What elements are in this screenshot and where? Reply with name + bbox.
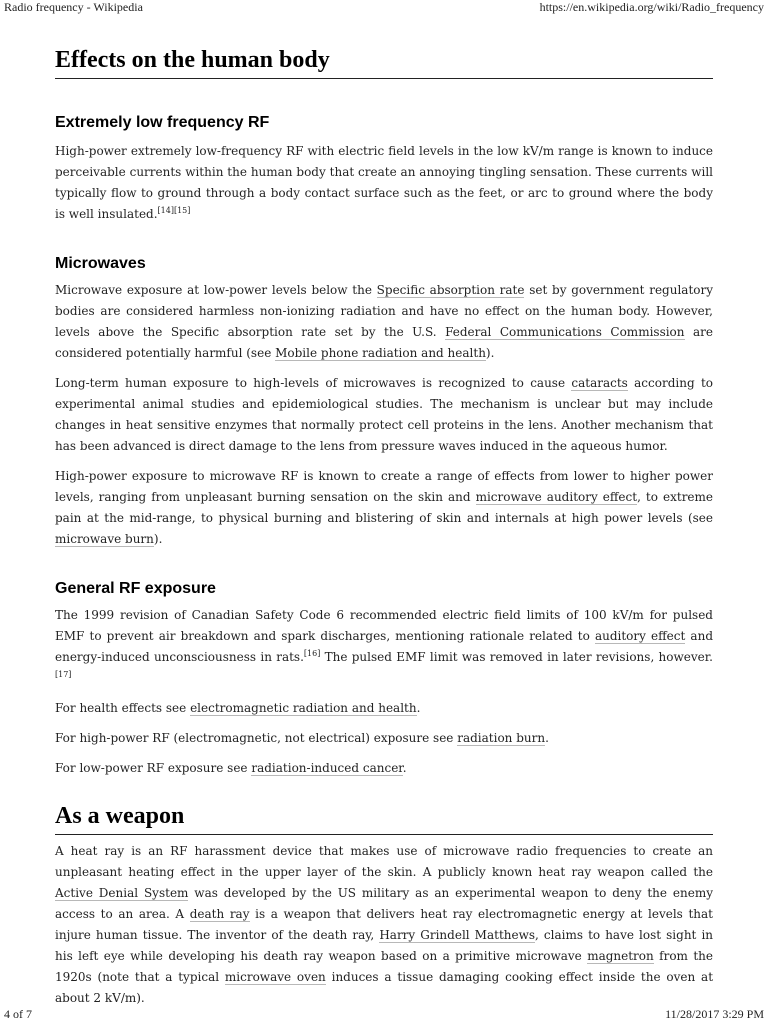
subsection-heading-microwaves: Microwaves xyxy=(55,255,146,272)
article-content xyxy=(55,44,713,1009)
paragraph-general-4 xyxy=(55,758,713,779)
paragraph-elf xyxy=(55,141,713,225)
page-url: https://en.wikipedia.org/wiki/Radio_frequency xyxy=(539,0,764,14)
citation-17[interactable]: [17] xyxy=(55,670,72,679)
link-cataracts[interactable]: cataracts xyxy=(571,376,628,390)
text: set by government regulatory bodies are considered harmless non-ionizing radiation and have no effect on the human body. However, levels above the Specific absorption rate set by the U.S. xyxy=(55,283,714,339)
text: A heat ray is an RF harassment device that makes use of microwave radio frequencies to create an unpleasant heating effect in the upper layer of the skin. A publicly known heat ray weapon called the xyxy=(55,844,713,879)
text: High-power exposure to microwave RF is known to create a range of effects from lower to higher power levels, ranging from unpleasant burning sensation on the skin and xyxy=(55,469,713,504)
link-microwave-auditory-effect[interactable]: microwave auditory effect xyxy=(475,490,638,504)
link-radiation-burn[interactable]: radiation burn xyxy=(457,731,546,745)
text: The 1999 revision of Canadian Safety Code 6 recommended electric field limits of 100 kV/m for pulsed EMF to prevent air breakdown and spark discharges, mentioning rationale related to xyxy=(55,608,713,643)
link-active-denial-system[interactable]: Active Denial System xyxy=(55,886,189,900)
link-microwave-oven[interactable]: microwave oven xyxy=(224,970,326,984)
text: For high-power RF (electromagnetic, not electrical) exposure see xyxy=(55,731,458,745)
text: High-power extremely low-frequency RF with electric field levels in the low kV/m range is known to induce perceivable currents within the human body that create an annoying tingling sensation. These currents will typically flow to ground through a body contact surface such as the feet, or arc to ground where the body is well insulated. xyxy=(55,144,713,221)
link-harry-grindell-matthews[interactable]: Harry Grindell Matthews xyxy=(379,928,536,942)
text: , to extreme pain at the mid-range, to physical burning and blistering of skin and internals at high power levels (see xyxy=(55,490,714,525)
text: according to experimental animal studies and epidemiological studies. The mechanism is unclear but may include changes in heat sensitive enzymes that normally protect cell proteins in the lens. Another mechanism that has been advanced is direct damage to the lens from pressure waves induced in the aqueous humor. xyxy=(55,376,713,453)
text: was developed by the US military as an experimental weapon to deny the enemy access to an area. A xyxy=(55,886,713,921)
text: Long-term human exposure to high-levels of microwaves is recognized to cause xyxy=(55,376,572,390)
link-specific-absorption-rate[interactable]: Specific absorption rate xyxy=(376,283,525,297)
citation-15[interactable]: [15] xyxy=(173,206,191,215)
text: induces a tissue damaging cooking effect inside the oven at about 2 kV/m). xyxy=(55,970,714,1005)
link-microwave-burn[interactable]: microwave burn xyxy=(55,532,154,546)
paragraph-microwaves-3 xyxy=(55,466,713,550)
citation-16[interactable]: [16] xyxy=(303,649,321,658)
text: For health effects see xyxy=(55,701,191,715)
text: ). xyxy=(485,346,495,360)
text: . xyxy=(402,761,407,775)
paragraph-general-3 xyxy=(55,728,713,749)
text: are considered potentially harmful (see xyxy=(55,325,713,360)
link-death-ray[interactable]: death ray xyxy=(189,907,250,921)
link-auditory-effect[interactable]: auditory effect xyxy=(594,629,686,643)
text: . xyxy=(545,731,549,745)
link-mobile-phone-radiation[interactable]: Mobile phone radiation and health xyxy=(275,346,486,360)
text: The pulsed EMF limit was removed in later revisions, however. xyxy=(320,650,713,664)
section-heading-weapon: As a weapon xyxy=(55,800,713,835)
page-number: 4 of 7 xyxy=(4,1007,32,1021)
paragraph-general-1 xyxy=(55,605,713,689)
paragraph-microwaves-1 xyxy=(55,280,713,364)
paragraph-general-2 xyxy=(55,698,713,719)
text: is a weapon that delivers heat ray electromagnetic energy at levels that injure human tissue. The inventor of the death ray, xyxy=(55,907,713,942)
text: , claims to have lost sight in his left eye while developing his death ray weapon based on a primitive microwave xyxy=(55,928,714,963)
print-datetime: 11/28/2017 3:29 PM xyxy=(665,1007,764,1021)
section-heading-effects: Effects on the human body xyxy=(55,44,713,79)
text: Microwave exposure at low-power levels below the xyxy=(55,283,377,297)
subsection-heading-elf: Extremely low frequency RF xyxy=(55,114,270,131)
link-em-radiation-health[interactable]: electromagnetic radiation and health xyxy=(190,701,417,715)
link-fcc[interactable]: Federal Communications Commission xyxy=(445,325,685,339)
text: . xyxy=(416,701,421,715)
page-title: Radio frequency - Wikipedia xyxy=(4,0,143,14)
text: and energy-induced unconsciousness in rats. xyxy=(55,629,714,664)
link-radiation-induced-cancer[interactable]: radiation-induced cancer xyxy=(251,761,403,775)
text: from the 1920s (note that a typical xyxy=(55,949,713,984)
subsection-heading-general-rf: General RF exposure xyxy=(55,580,216,597)
paragraph-weapon-1 xyxy=(55,841,713,1009)
print-footer xyxy=(0,1008,768,1024)
link-magnetron[interactable]: magnetron xyxy=(587,949,654,963)
citation-14[interactable]: [14] xyxy=(157,206,174,215)
text: ). xyxy=(153,532,163,546)
text: For low-power RF exposure see xyxy=(55,761,252,775)
print-header xyxy=(0,0,768,16)
paragraph-microwaves-2 xyxy=(55,373,713,457)
